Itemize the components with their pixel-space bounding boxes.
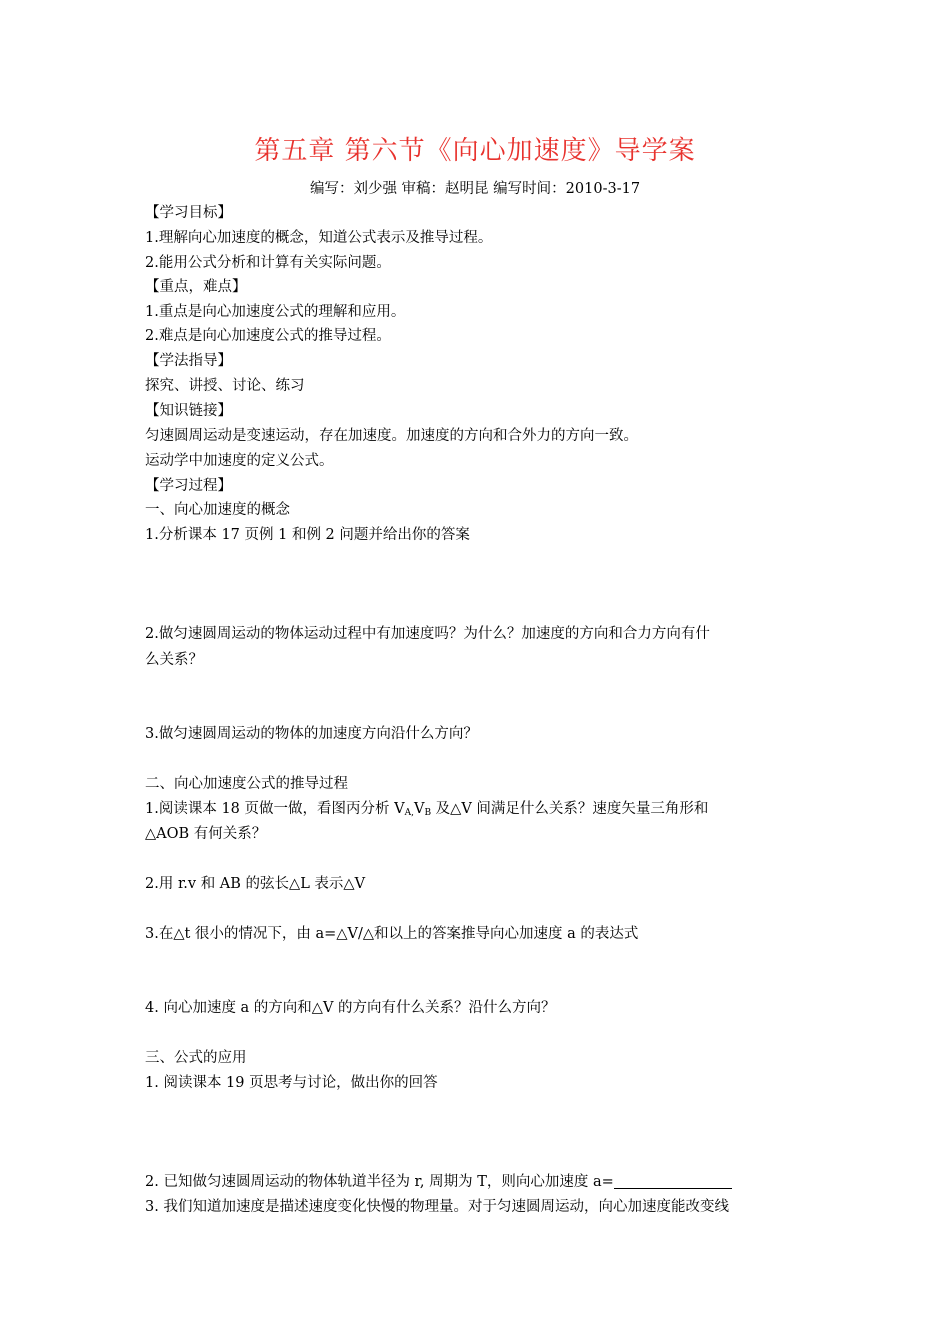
key-points-heading: 【重点，难点】: [145, 279, 247, 295]
question-text: 1.阅读课本 18 页做一做，看图丙分析 V: [145, 801, 405, 817]
question-text: 及△V 间满足什么关系？速度矢量三角形和: [431, 801, 709, 817]
page-title: 第五章 第六节《向心加速度》导学案: [254, 136, 696, 166]
knowledge-heading: 【知识链接】: [145, 403, 232, 419]
method-text: 探究、讲授、讨论、练习: [145, 378, 305, 394]
subscript-a: A,: [404, 808, 414, 818]
question: 4. 向心加速度 a 的方向和△V 的方向有什么关系？沿什么方向？: [145, 1000, 556, 1016]
goals-heading: 【学习目标】: [145, 205, 232, 221]
answer-blank[interactable]: [614, 1174, 732, 1189]
section-heading: 一、向心加速度的概念: [145, 502, 290, 518]
goal-item: 2.能用公式分析和计算有关实际问题。: [145, 255, 391, 271]
question-continued: 么关系？: [145, 652, 203, 668]
subscript-b: B: [424, 808, 432, 818]
question: [145, 799, 708, 823]
section-heading: 二、向心加速度公式的推导过程: [145, 776, 348, 792]
question: 1.分析课本 17 页例 1 和例 2 问题并给出你的答案: [145, 527, 470, 543]
key-point-item: 1.重点是向心加速度公式的理解和应用。: [145, 304, 406, 320]
goal-item: 1.理解向心加速度的概念，知道公式表示及推导过程。: [145, 230, 493, 246]
question: [145, 1172, 732, 1192]
knowledge-item: 匀速圆周运动是变速运动，存在加速度。加速度的方向和合外力的方向一致。: [145, 428, 638, 444]
author-info: 编写：刘少强 审稿：赵明昆 编写时间：2010-3-17: [309, 181, 641, 197]
method-heading: 【学法指导】: [145, 353, 232, 369]
question-text: 2. 已知做匀速圆周运动的物体轨道半径为 r, 周期为 T，则向心加速度 a=: [145, 1174, 614, 1190]
section-heading: 三、公式的应用: [145, 1050, 247, 1066]
question-continued: △AOB 有何关系？: [145, 826, 267, 842]
process-heading: 【学习过程】: [145, 478, 232, 494]
question: 3.在△t 很小的情况下，由 a=△V/△和以上的答案推导向心加速度 a 的表达式: [145, 926, 639, 942]
question: 1. 阅读课本 19 页思考与讨论，做出你的回答: [145, 1075, 438, 1091]
key-point-item: 2.难点是向心加速度公式的推导过程。: [145, 328, 391, 344]
question: 2.做匀速圆周运动的物体运动过程中有加速度吗？为什么？加速度的方向和合力方向有什: [145, 626, 710, 642]
question: 3.做匀速圆周运动的物体的加速度方向沿什么方向？: [145, 726, 478, 742]
question: 2.用 r.v 和 AB 的弦长△L 表示△V: [145, 876, 366, 892]
velocity-symbol: V: [413, 801, 425, 817]
question: 3. 我们知道加速度是描述速度变化快慢的物理量。对于匀速圆周运动，向心加速度能改变线: [145, 1199, 729, 1215]
knowledge-item: 运动学中加速度的定义公式。: [145, 453, 334, 469]
